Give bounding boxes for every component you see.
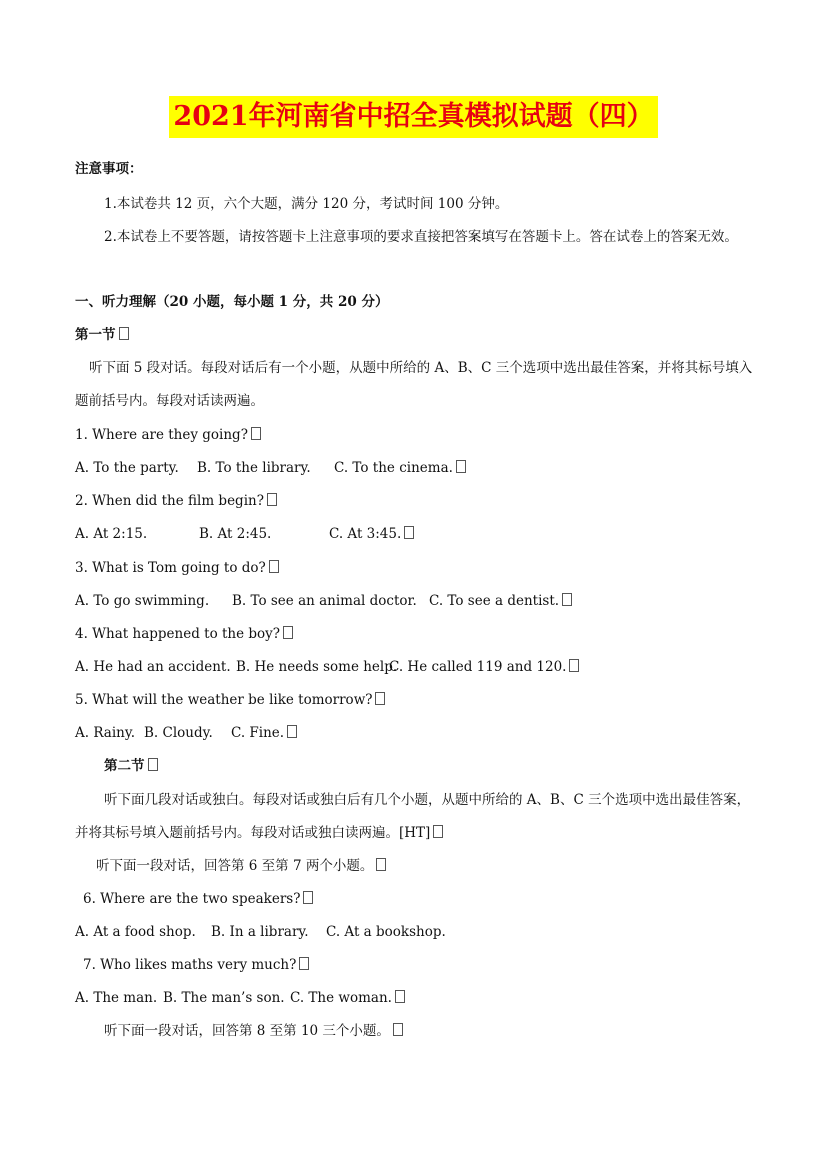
part1-heading [75,325,757,345]
option-b: B. He needs some help. [236,659,398,675]
option-b: B. To the library. [197,460,311,476]
box-glyph-icon [287,725,297,738]
box-glyph-icon [269,560,279,573]
box-glyph-icon [562,593,572,606]
box-glyph-icon [148,758,158,771]
question-text: 7. Who likes maths very much? [83,957,297,973]
option-c: C. To see a dentist. [429,593,560,609]
option-c: C. To the cinema. [334,460,453,476]
box-glyph-icon [119,327,129,340]
part2-instructions-text: 听下面几段对话或独白。每段对话或独白后有几个小题，从题中所给的 A、B、C 三个选项中选出最佳答案，并将其标号填入题前括号内。每段对话或独白读两遍。[HT] [75,792,751,841]
options-3 [75,591,757,611]
box-glyph-icon [456,460,466,473]
option-a: A. He had an accident. [75,659,231,675]
option-a: A. At a food shop. [75,924,196,940]
dialogue-intro-text: 听下面一段对话，回答第 8 至第 10 三个小题。 [104,1023,390,1039]
part2-heading-text: 第二节 [104,758,145,774]
option-b: B. At 2:45. [199,526,272,542]
part2-heading [104,756,757,776]
box-glyph-icon [393,1023,403,1036]
box-glyph-icon [404,526,414,539]
notice-item-1: 1.本试卷共 12 页，六个大题，满分 120 分，考试时间 100 分钟。 [104,196,509,212]
options-2 [75,524,757,544]
part2-instructions [75,784,757,850]
option-c: C. At a bookshop. [326,924,446,940]
question-text: 1. Where are they going? [75,427,248,443]
box-glyph-icon [395,990,405,1003]
box-glyph-icon [303,891,313,904]
option-c: C. At 3:45. [329,526,402,542]
question-6 [83,889,757,909]
question-4 [75,624,757,644]
option-c: C. Fine. [231,725,285,741]
box-glyph-icon [283,626,293,639]
options-6 [75,922,757,942]
option-a: A. To the party. [75,460,179,476]
option-a: A. At 2:15. [75,526,148,542]
option-b: B. To see an animal doctor. [232,593,417,609]
options-1 [75,458,757,478]
box-glyph-icon [376,858,386,871]
title-wrap [0,96,827,138]
option-c: C. The woman. [290,990,392,1006]
dialogue-intro-2 [104,1021,757,1041]
option-b: B. In a library. [211,924,309,940]
question-5 [75,690,757,710]
question-text: 4. What happened to the boy? [75,626,281,642]
option-b: B. Cloudy. [144,725,213,741]
options-5 [75,723,757,743]
question-7 [83,955,757,975]
question-text: 5. What will the weather be like tomorrow? [75,692,373,708]
notice-item-2: 2.本试卷上不要答题，请按答题卡上注意事项的要求直接把答案填写在答题卡上。答在试卷上的答案无效。 [104,229,738,245]
question-3 [75,558,757,578]
exam-title: 2021年河南省中招全真模拟试题（四） [169,96,657,138]
box-glyph-icon [375,692,385,705]
box-glyph-icon [299,957,309,970]
box-glyph-icon [251,427,261,440]
option-c: C. He called 119 and 120. [389,659,567,675]
option-a: A. To go swimming. [75,593,210,609]
option-a: A. Rainy. [75,725,135,741]
options-4 [75,657,757,677]
question-text: 3. What is Tom going to do? [75,560,266,576]
dialogue-intro-1 [96,856,757,876]
section1-heading: 一、听力理解（20 小题，每小题 1 分，共 20 分） [75,294,389,310]
question-text: 2. When did the film begin? [75,493,264,509]
notice-heading: 注意事项： [75,161,143,177]
option-a: A. The man. [75,990,158,1006]
question-text: 6. Where are the two speakers? [83,891,301,907]
box-glyph-icon [433,825,443,838]
question-2 [75,491,757,511]
question-1 [75,425,757,445]
dialogue-intro-text: 听下面一段对话，回答第 6 至第 7 两个小题。 [96,858,374,874]
box-glyph-icon [569,659,579,672]
options-7 [75,988,757,1008]
option-b: B. The man’s son. [163,990,285,1006]
box-glyph-icon [267,493,277,506]
part1-instructions: 听下面 5 段对话。每段对话后有一个小题，从题中所给的 A、B、C 三个选项中选出最佳答案，并将其标号填入题前括号内。每段对话读两遍。 [75,360,753,409]
part1-heading-text: 第一节 [75,327,116,343]
